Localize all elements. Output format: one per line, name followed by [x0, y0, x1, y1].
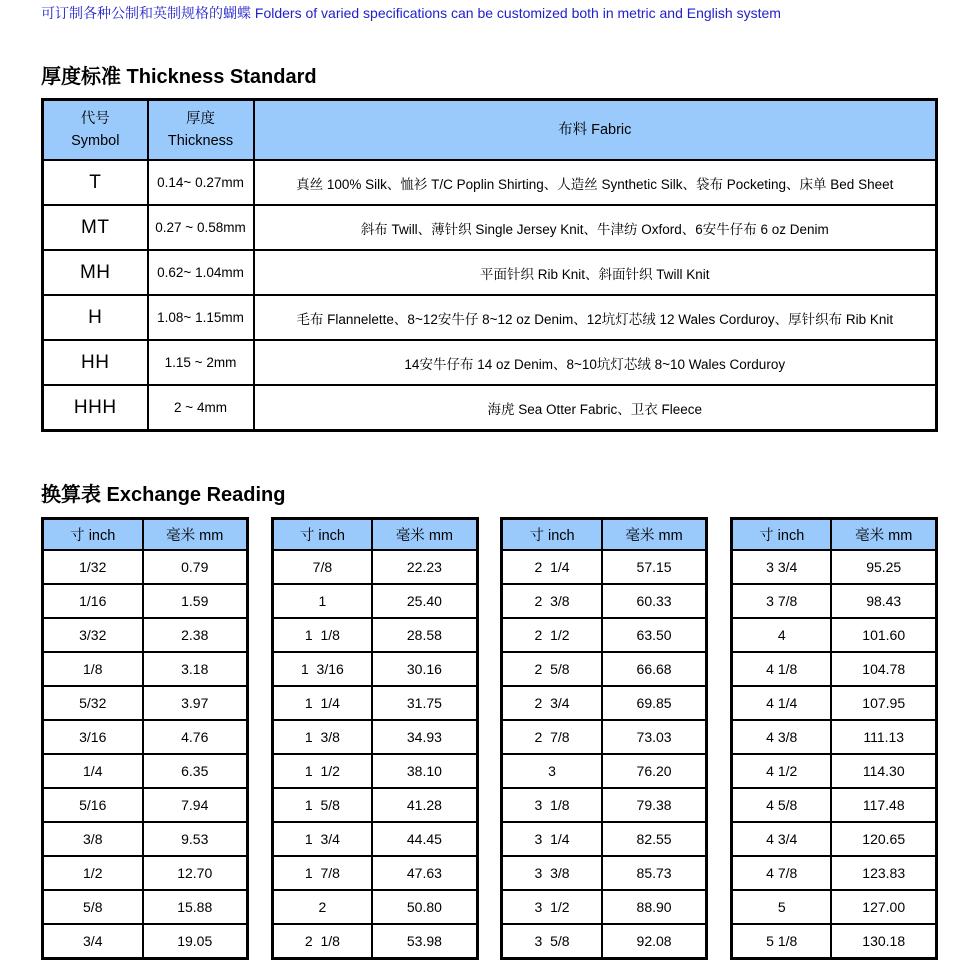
table-row — [272, 788, 477, 822]
inch-cell: 7/8 — [272, 550, 372, 584]
symbol-header-en: Symbol — [71, 133, 120, 150]
mm-cell: 123.83 — [831, 856, 936, 890]
symbol-column-header — [43, 99, 148, 160]
thickness-cell: 0.27 ~ 0.58mm — [148, 205, 254, 250]
inch-column-header: 寸 inch — [272, 518, 372, 550]
thickness-column-header — [148, 99, 254, 160]
mm-cell: 88.90 — [602, 890, 707, 924]
exchange-table — [271, 517, 479, 960]
inch-cell: 1/2 — [43, 856, 143, 890]
mm-cell: 69.85 — [602, 686, 707, 720]
mm-cell: 95.25 — [831, 550, 936, 584]
inch-cell: 1 7/8 — [272, 856, 372, 890]
inch-cell: 3 1/8 — [502, 788, 602, 822]
exchange-table-header — [272, 518, 477, 550]
mm-column-header: 毫米 mm — [143, 518, 248, 550]
mm-cell: 107.95 — [831, 686, 936, 720]
header-row — [731, 518, 936, 550]
table-row — [272, 584, 477, 618]
inch-cell: 1 1/8 — [272, 618, 372, 652]
symbol-header-zh: 代号 — [80, 110, 110, 127]
mm-cell: 30.16 — [372, 652, 477, 686]
top-note-text: 可订制各种公制和英制规格的蝴蝶 Folders of varied specifications can be customized both in metric and English system — [41, 5, 781, 21]
mm-cell: 9.53 — [143, 822, 248, 856]
inch-cell: 5/8 — [43, 890, 143, 924]
mm-cell: 117.48 — [831, 788, 936, 822]
inch-cell: 3 7/8 — [731, 584, 831, 618]
inch-cell: 3/4 — [43, 924, 143, 958]
exchange-table — [500, 517, 708, 960]
fabric-cell: 真丝 100% Silk、恤衫 T/C Poplin Shirting、人造丝 Synthetic Silk、袋布 Pocketing、床单 Bed Sheet — [254, 160, 937, 205]
inch-cell: 4 3/4 — [731, 822, 831, 856]
fabric-column-header: 布料 Fabric — [254, 99, 937, 160]
mm-cell: 1.59 — [143, 584, 248, 618]
table-row — [43, 160, 937, 205]
mm-cell: 19.05 — [143, 924, 248, 958]
table-row — [43, 890, 248, 924]
table-row — [731, 924, 936, 958]
thickness-header-zh: 厚度 — [186, 110, 215, 127]
inch-cell: 4 1/8 — [731, 652, 831, 686]
mm-cell: 57.15 — [602, 550, 707, 584]
inch-cell: 1 3/16 — [272, 652, 372, 686]
mm-cell: 104.78 — [831, 652, 936, 686]
thickness-table-header — [43, 99, 937, 160]
inch-column-header: 寸 inch — [731, 518, 831, 550]
table-row — [502, 686, 707, 720]
fabric-cell: 14安牛仔布 14 oz Denim、8~10坑灯芯绒 8~10 Wales Corduroy — [254, 340, 937, 385]
inch-cell: 1 5/8 — [272, 788, 372, 822]
mm-cell: 2.38 — [143, 618, 248, 652]
table-row — [272, 652, 477, 686]
table-row — [502, 788, 707, 822]
table-row — [43, 250, 937, 295]
mm-cell: 34.93 — [372, 720, 477, 754]
inch-cell: 3 3/4 — [731, 550, 831, 584]
mm-cell: 4.76 — [143, 720, 248, 754]
fabric-cell: 平面针织 Rib Knit、斜面针织 Twill Knit — [254, 250, 937, 295]
table-row — [272, 720, 477, 754]
header-row — [43, 518, 248, 550]
inch-cell: 4 — [731, 618, 831, 652]
table-row — [43, 822, 248, 856]
thickness-table-body — [43, 160, 937, 430]
inch-cell: 2 1/8 — [272, 924, 372, 958]
inch-cell: 3/16 — [43, 720, 143, 754]
inch-column-header: 寸 inch — [502, 518, 602, 550]
table-row — [43, 720, 248, 754]
table-row — [731, 652, 936, 686]
inch-cell: 4 1/2 — [731, 754, 831, 788]
table-row — [43, 295, 937, 340]
mm-cell: 47.63 — [372, 856, 477, 890]
table-row — [731, 788, 936, 822]
table-row — [43, 584, 248, 618]
table-row — [272, 686, 477, 720]
inch-cell: 5 — [731, 890, 831, 924]
table-row — [731, 720, 936, 754]
mm-cell: 3.18 — [143, 652, 248, 686]
mm-cell: 12.70 — [143, 856, 248, 890]
table-row — [731, 686, 936, 720]
table-row — [272, 618, 477, 652]
inch-cell: 5/32 — [43, 686, 143, 720]
table-row — [502, 890, 707, 924]
mm-cell: 22.23 — [372, 550, 477, 584]
mm-cell: 28.58 — [372, 618, 477, 652]
inch-cell: 4 5/8 — [731, 788, 831, 822]
table-row — [43, 340, 937, 385]
inch-cell: 1 1/2 — [272, 754, 372, 788]
inch-cell: 1/8 — [43, 652, 143, 686]
inch-cell: 1 1/4 — [272, 686, 372, 720]
mm-cell: 41.28 — [372, 788, 477, 822]
mm-cell: 127.00 — [831, 890, 936, 924]
mm-cell: 60.33 — [602, 584, 707, 618]
mm-column-header: 毫米 mm — [372, 518, 477, 550]
table-row — [43, 385, 937, 430]
table-row — [502, 856, 707, 890]
inch-cell: 2 3/4 — [502, 686, 602, 720]
table-row — [43, 652, 248, 686]
mm-cell: 92.08 — [602, 924, 707, 958]
table-row — [43, 205, 937, 250]
mm-cell: 53.98 — [372, 924, 477, 958]
inch-cell: 1 3/4 — [272, 822, 372, 856]
exchange-table — [41, 517, 249, 960]
mm-cell: 3.97 — [143, 686, 248, 720]
mm-cell: 31.75 — [372, 686, 477, 720]
mm-cell: 6.35 — [143, 754, 248, 788]
table-row — [731, 754, 936, 788]
fabric-cell: 斜布 Twill、薄针织 Single Jersey Knit、牛津纺 Oxford、6安牛仔布 6 oz Denim — [254, 205, 937, 250]
exchange-tables-row — [41, 517, 938, 960]
exchange-table-header — [731, 518, 936, 550]
table-row — [272, 856, 477, 890]
header-row — [502, 518, 707, 550]
mm-cell: 25.40 — [372, 584, 477, 618]
mm-cell: 79.38 — [602, 788, 707, 822]
thickness-header-en: Thickness — [167, 133, 234, 150]
table-row — [502, 754, 707, 788]
inch-cell: 1/16 — [43, 584, 143, 618]
symbol-cell: MT — [43, 205, 148, 250]
table-row — [731, 618, 936, 652]
header-row — [272, 518, 477, 550]
table-row — [502, 822, 707, 856]
table-row — [43, 788, 248, 822]
mm-cell: 0.79 — [143, 550, 248, 584]
inch-cell: 3 1/2 — [502, 890, 602, 924]
inch-cell: 4 3/8 — [731, 720, 831, 754]
table-row — [731, 822, 936, 856]
mm-cell: 38.10 — [372, 754, 477, 788]
thickness-cell: 0.14~ 0.27mm — [148, 160, 254, 205]
table-row — [502, 618, 707, 652]
thickness-standard-title: 厚度标准 Thickness Standard — [41, 65, 317, 88]
mm-cell: 98.43 — [831, 584, 936, 618]
symbol-cell: T — [43, 160, 148, 205]
inch-cell: 1/4 — [43, 754, 143, 788]
table-row — [272, 754, 477, 788]
mm-cell: 111.13 — [831, 720, 936, 754]
table-row — [43, 618, 248, 652]
inch-cell: 1 — [272, 584, 372, 618]
inch-cell: 4 7/8 — [731, 856, 831, 890]
exchange-table — [730, 517, 938, 960]
mm-cell: 76.20 — [602, 754, 707, 788]
mm-cell: 73.03 — [602, 720, 707, 754]
thickness-cell: 1.15 ~ 2mm — [148, 340, 254, 385]
mm-cell: 85.73 — [602, 856, 707, 890]
table-row — [731, 584, 936, 618]
symbol-cell: HH — [43, 340, 148, 385]
mm-cell: 66.68 — [602, 652, 707, 686]
mm-cell: 44.45 — [372, 822, 477, 856]
inch-cell: 3 1/4 — [502, 822, 602, 856]
inch-cell: 2 5/8 — [502, 652, 602, 686]
inch-column-header: 寸 inch — [43, 518, 143, 550]
table-row — [272, 822, 477, 856]
table-row — [272, 924, 477, 958]
inch-cell: 3/8 — [43, 822, 143, 856]
mm-cell: 82.55 — [602, 822, 707, 856]
inch-cell: 5 1/8 — [731, 924, 831, 958]
table-row — [502, 584, 707, 618]
mm-cell: 120.65 — [831, 822, 936, 856]
table-row — [43, 856, 248, 890]
table-row — [43, 924, 248, 958]
inch-cell: 3 — [502, 754, 602, 788]
mm-cell: 50.80 — [372, 890, 477, 924]
fabric-cell: 海虎 Sea Otter Fabric、卫衣 Fleece — [254, 385, 937, 430]
table-row — [43, 754, 248, 788]
table-row — [731, 890, 936, 924]
thickness-cell: 2 ~ 4mm — [148, 385, 254, 430]
inch-cell: 5/16 — [43, 788, 143, 822]
inch-cell: 2 1/2 — [502, 618, 602, 652]
exchange-table-header — [502, 518, 707, 550]
mm-cell: 114.30 — [831, 754, 936, 788]
inch-cell: 2 3/8 — [502, 584, 602, 618]
table-row — [502, 550, 707, 584]
inch-cell: 4 1/4 — [731, 686, 831, 720]
inch-cell: 2 1/4 — [502, 550, 602, 584]
mm-column-header: 毫米 mm — [831, 518, 936, 550]
table-row — [731, 550, 936, 584]
mm-cell: 130.18 — [831, 924, 936, 958]
exchange-reading-section — [41, 478, 939, 960]
mm-cell: 63.50 — [602, 618, 707, 652]
table-row — [502, 720, 707, 754]
symbol-cell: MH — [43, 250, 148, 295]
inch-cell: 3 3/8 — [502, 856, 602, 890]
table-row — [502, 924, 707, 958]
inch-cell: 3 5/8 — [502, 924, 602, 958]
inch-cell: 2 — [272, 890, 372, 924]
inch-cell: 2 7/8 — [502, 720, 602, 754]
table-row — [272, 890, 477, 924]
thickness-cell: 0.62~ 1.04mm — [148, 250, 254, 295]
table-row — [272, 550, 477, 584]
symbol-cell: HHH — [43, 385, 148, 430]
table-row — [43, 550, 248, 584]
inch-cell: 1/32 — [43, 550, 143, 584]
thickness-table — [41, 98, 938, 432]
inch-cell: 1 3/8 — [272, 720, 372, 754]
thickness-cell: 1.08~ 1.15mm — [148, 295, 254, 340]
table-row — [731, 856, 936, 890]
inch-cell: 3/32 — [43, 618, 143, 652]
mm-cell: 15.88 — [143, 890, 248, 924]
table-row — [502, 652, 707, 686]
symbol-cell: H — [43, 295, 148, 340]
table-row — [43, 686, 248, 720]
header-row — [43, 99, 937, 160]
mm-column-header: 毫米 mm — [602, 518, 707, 550]
mm-cell: 101.60 — [831, 618, 936, 652]
mm-cell: 7.94 — [143, 788, 248, 822]
exchange-reading-title: 换算表 Exchange Reading — [41, 483, 286, 506]
exchange-table-header — [43, 518, 248, 550]
fabric-cell: 毛布 Flannelette、8~12安牛仔 8~12 oz Denim、12坑灯芯绒 12 Wales Corduroy、厚针织布 Rib Knit — [254, 295, 937, 340]
